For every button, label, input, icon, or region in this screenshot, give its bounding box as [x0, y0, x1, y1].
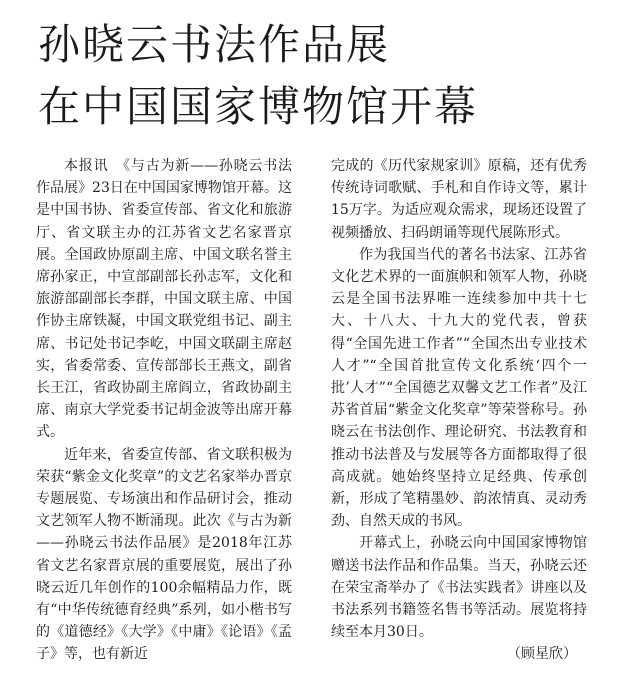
- article-paragraph-3: 作为我国当代的著名书法家、江苏省文化艺术界的一面旗帜和领军人物，孙晓云是全国书法界唯一连续参加中共十七大、十八大、十九大的党代表，曾获得“全国先进工作者”“全国杰出专业技术人才”“全国首批宣传文化系统‘四个一批’人才”“全国德艺双馨文艺工作者”及江苏省首届“紫金文化奖章”等荣誉称号。孙晓云在书法创作、理论研究、书法教育和推动书法普及与发展等各方面都取得了很高成就。她始终坚持立足经典、传承创新，形成了笔精墨妙、韵浓情真、灵动秀劲、自然天成的书风。: [331, 246, 587, 530]
- article-column-left: [36, 155, 292, 666]
- headline-line-1: 孙晓云书法作品展: [38, 20, 391, 69]
- article-paragraph-1: 本报讯 《与古为新——孙晓云书法作品展》23日在中国国家博物馆开幕。这是中国书协、省委宣传部、省文化和旅游厅、省文联主办的江苏省文艺名家晋京展。全国政协原副主席、中国文联名誉主席孙家正，中宣部副部长孙志军，文化和旅游部副部长李群，中国文联主席、中国作协主席铁凝，中国文联党组书记、副主席、书记处书记李屹，中国文联副主席赵实，省委常委、宣传部部长王燕文，副省长王江，省政协副主席阎立，省政协副主席、南京大学党委书记胡金波等出席开幕式。: [36, 158, 292, 441]
- article-paragraph-2: 近年来，省委宣传部、省文联积极为荣获“紫金文化奖章”的文艺名家举办晋京专题展览、专场演出和作品研讨会，推动文艺领军人物不断涌现。此次《与古为新——孙晓云书法作品展》是2018年江苏省文艺名家晋京展的重要展览，展出了孙晓云近几年创作的100余幅精品力作，既有“中华传统德育经典”系列，如小楷书写的《道德经》《大学》《中庸》《论语》《孟子》等，也有新近: [36, 446, 292, 663]
- article-byline: （顾星欣）: [507, 646, 577, 663]
- headline-line-2: 在中国国家博物馆开幕: [38, 82, 479, 131]
- headline: [38, 14, 478, 138]
- article-column-right: [331, 155, 587, 666]
- article-paragraph-4: 开幕式上，孙晓云向中国国家博物馆赠送书法作品和作品集。当天，孙晓云还在荣宝斋举办了《书法实践者》讲座以及书法系列书籍签名售书等活动。展览将持续至本月30日。: [331, 535, 587, 641]
- article-paragraph-2-continued: 完成的《历代家规家训》原稿，还有优秀传统诗词歌赋、手札和自作诗文等，累计15万字。为适应观众需求，现场还设置了视频播放、扫码朗诵等现代展陈形式。: [331, 158, 587, 241]
